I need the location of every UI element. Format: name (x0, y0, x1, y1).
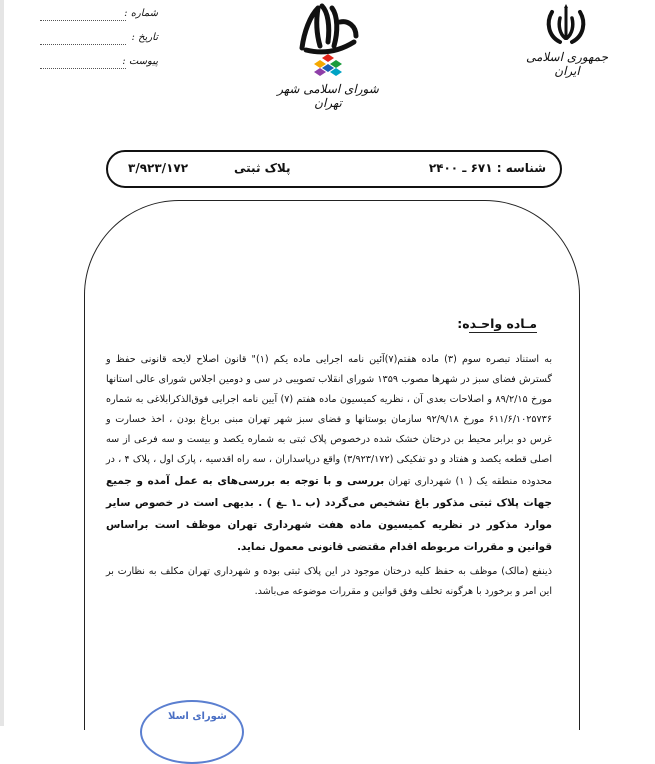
council-emblem-icon (292, 2, 364, 82)
article-paragraph-text: به استناد تبصره سوم (۳) ماده هفتم(۷)آئین نامه اجرایی ماده یکم (۱)" قانون اصلاح لایحه قانونی حفظ و گسترش فضای سبز در شهرها مصوب ۱۳۵۹ شورای انقلاب تصویبی در سی و دومین اجلاس شورای عالی استانها مورخ ۸۹/۲/۱۵ و اصلاحات بعدی آن ، نظریه کمیسیون ماده هفتم (۷) آیین نامه اجرایی فوق‌الذکرابلاغی به شماره ۶۱۱/۶/۱۰۲۵۷۳۶ مورخ ۹۲/۹/۱۸ سازمان بوستانها و فضای سبز شهر تهران مبنی برباغ بودن ، اخذ خسارت و غرس دو برابر محیط بن درختان خشک شده درخصوص پلاک ثبتی به شماره یکصد و بیست و سه فرعی از سه اصلی قطعه یکصد و هفتاد و دو تفکیکی (۳/۹۲۳/۱۷۲) واقع درپاسداران ، سه راه اقدسیه ، پارک اول ، پلاک ۴ ، در محدوده منطقه یک ( ۱) شهرداری تهران (106, 354, 553, 487)
republic-title: جمهوری اسلامی ایران (525, 50, 609, 78)
plate-label: پلاک ثبتی (234, 161, 291, 175)
article-paragraph (106, 350, 552, 558)
identifier-number: شناسه : ۶۷۱ ـ ۲۴۰۰ (428, 161, 546, 175)
article-body (106, 350, 552, 602)
attachment-label: پیوست : (122, 56, 158, 67)
date-dots (40, 44, 126, 45)
council-title: شورای اسلامی شهر تهران (277, 82, 379, 110)
article-decision-text: بررسی و با توجه به بررسی‌های به عمل آمده و جمیع جهات پلاک ثبتی مذکور باغ تشخیص می‌گردد (ب ـ۱ ـغ ) . بدیهی است در خصوص سایر موارد مذکور در نظریه کمیسیون ماده هفت شهرداری تهران موظف است براساس قوانین و مقررات مربوطه اقدام مقتضی قانونی معمول نماید. (106, 475, 552, 553)
number-dots (40, 20, 126, 21)
plate-value: ۳/۹۲۳/۱۷۲ (128, 161, 189, 175)
date-field (40, 32, 158, 48)
attachment-dots (40, 68, 126, 69)
stamp-text: شورای اسلا (168, 711, 227, 722)
iran-emblem-icon (544, 4, 588, 46)
article-title-underline (469, 332, 537, 333)
number-field (40, 8, 158, 24)
identifier-box (106, 150, 562, 188)
date-label: تاریخ : (131, 32, 158, 43)
article-closing: ذینفع (مالک) موظف به حفظ کلیه درختان موجود در این پلاک ثبتی بوده و شهرداری تهران مکلف به نظارت بر این امر و برخورد با هرگونه تخلف وفق قوانین و مقررات موضوعه می‌باشد. (106, 566, 552, 597)
council-stamp (140, 700, 244, 764)
attachment-field (40, 56, 158, 72)
scan-edge (0, 0, 4, 726)
number-label: شماره : (124, 8, 158, 19)
article-title: مـاده واحـده: (457, 316, 537, 331)
